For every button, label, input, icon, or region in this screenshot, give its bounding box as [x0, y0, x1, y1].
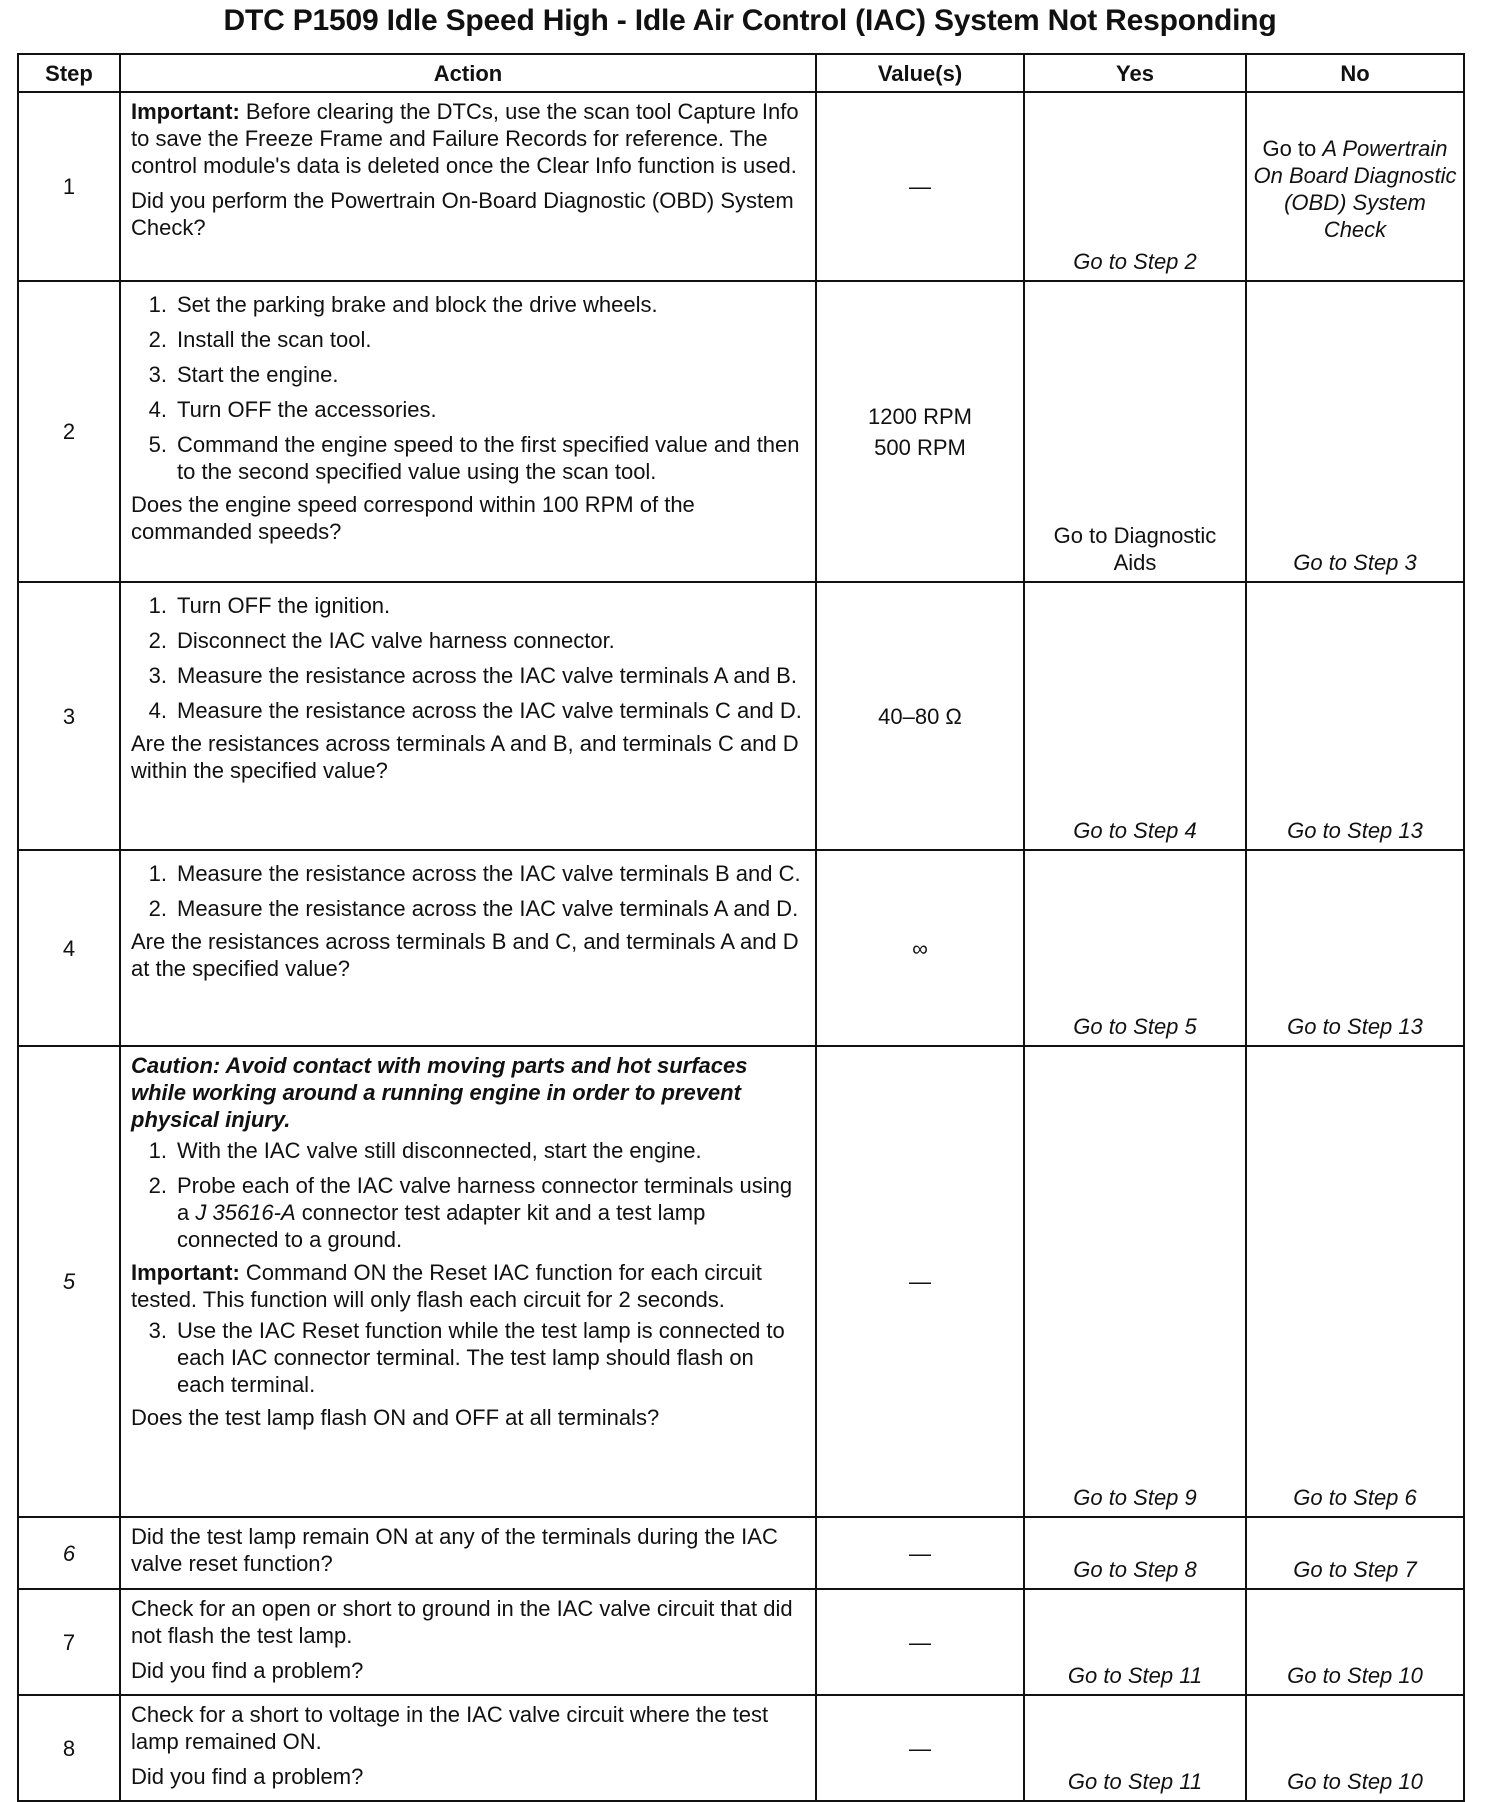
procedure-list: [131, 1137, 805, 1253]
diagnostic-table: [17, 53, 1465, 1802]
yes-cell[interactable]: Go to Diagnostic Aids: [1024, 281, 1246, 582]
list-item: 1. With the IAC valve still disconnected, start the engine.: [148, 1138, 702, 1163]
tool-reference: J 35616-A: [195, 1200, 296, 1225]
table-row-step-3: [18, 582, 1464, 850]
no-cell[interactable]: Go to Step 13: [1246, 582, 1464, 850]
procedure-list: [131, 291, 805, 485]
yes-cell[interactable]: Go to Step 9: [1024, 1046, 1246, 1517]
step-number: 4: [18, 850, 120, 1046]
action-cell: [120, 850, 816, 1046]
step-number: 5: [18, 1046, 120, 1517]
list-item: 3. Measure the resistance across the IAC valve terminals A and B.: [148, 663, 797, 688]
no-cell[interactable]: Go to Step 7: [1246, 1517, 1464, 1589]
table-header-row: [18, 54, 1464, 92]
list-item: 2. Measure the resistance across the IAC valve terminals A and D.: [148, 896, 799, 921]
value-cell: —: [816, 92, 1024, 281]
value-cell: 40–80 Ω: [816, 582, 1024, 850]
step-number: 3: [18, 582, 120, 850]
list-item: 1. Turn OFF the ignition.: [148, 593, 391, 618]
yes-cell[interactable]: Go to Step 5: [1024, 850, 1246, 1046]
action-cell: [120, 281, 816, 582]
no-cell[interactable]: Go to Step 3: [1246, 281, 1464, 582]
no-link-obd-check[interactable]: A Powertrain On Board Diagnostic (OBD) System Check: [1253, 135, 1457, 242]
list-item: 2. Disconnect the IAC valve harness connector.: [148, 628, 615, 653]
yes-cell[interactable]: Go to Step 8: [1024, 1517, 1246, 1589]
important-text: Command ON the Reset IAC function for each circuit tested. This function will only flash each circuit for 2 seconds.: [131, 1260, 762, 1312]
caution-note: Caution: Avoid contact with moving parts and hot surfaces while working around a running engine in order to prevent physical injury.: [131, 1053, 748, 1132]
instruction-text: Check for a short to voltage in the IAC valve circuit where the test lamp remained ON.: [131, 1702, 769, 1754]
header-no: No: [1246, 54, 1464, 92]
no-cell: [1246, 92, 1464, 281]
step-number: 8: [18, 1695, 120, 1801]
list-item: 2. Install the scan tool.: [148, 327, 372, 352]
list-item: 3. Start the engine.: [148, 362, 339, 387]
table-row-step-1: [18, 92, 1464, 281]
procedure-list: [131, 592, 805, 724]
value-cell: —: [816, 1046, 1024, 1517]
value-cell: —: [816, 1517, 1024, 1589]
no-cell[interactable]: Go to Step 10: [1246, 1589, 1464, 1695]
step-number: 2: [18, 281, 120, 582]
action-cell: [120, 1046, 816, 1517]
list-item: 4. Turn OFF the accessories.: [148, 397, 437, 422]
header-yes: Yes: [1024, 54, 1246, 92]
value-cell: ∞: [816, 850, 1024, 1046]
yes-cell: Go to Step 2: [1024, 92, 1246, 281]
header-action: Action: [120, 54, 816, 92]
list-item: 1. Set the parking brake and block the drive wheels.: [148, 292, 658, 317]
important-label: Important:: [131, 1260, 240, 1285]
table-row-step-4: [18, 850, 1464, 1046]
procedure-list: [131, 1317, 805, 1398]
value-line: 1200 RPM: [868, 403, 972, 429]
step-number: 7: [18, 1589, 120, 1695]
important-label: Important:: [131, 99, 240, 124]
question-text: Does the test lamp flash ON and OFF at all terminals?: [131, 1405, 660, 1430]
action-cell: [120, 1517, 816, 1589]
header-step: Step: [18, 54, 120, 92]
no-cell[interactable]: Go to Step 10: [1246, 1695, 1464, 1801]
step-number: 6: [18, 1517, 120, 1589]
instruction-text: Check for an open or short to ground in the IAC valve circuit that did not flash the test lamp.: [131, 1596, 793, 1648]
list-item: 1. Measure the resistance across the IAC valve terminals B and C.: [148, 861, 801, 886]
value-cell: [816, 281, 1024, 582]
step-number: 1: [18, 92, 120, 281]
question-text: Are the resistances across terminals A and B, and terminals C and D within the specified value?: [131, 731, 799, 783]
no-cell[interactable]: Go to Step 6: [1246, 1046, 1464, 1517]
yes-cell[interactable]: Go to Step 11: [1024, 1589, 1246, 1695]
action-cell: [120, 582, 816, 850]
list-item: 4. Measure the resistance across the IAC valve terminals C and D.: [148, 698, 802, 723]
header-value: Value(s): [816, 54, 1024, 92]
question-text: Did the test lamp remain ON at any of the terminals during the IAC valve reset function?: [131, 1524, 778, 1576]
list-item: 5. Command the engine speed to the first specified value and then to the second specified value using the scan tool.: [148, 432, 800, 484]
question-text: Did you find a problem?: [131, 1658, 364, 1683]
value-line: 500 RPM: [874, 434, 966, 460]
action-cell: [120, 1695, 816, 1801]
question-text: Did you find a problem?: [131, 1764, 364, 1789]
important-text: Before clearing the DTCs, use the scan tool Capture Info to save the Freeze Frame and Failure Records for reference. The control module's data is deleted once the Clear Info function is used.: [131, 99, 799, 178]
value-cell: —: [816, 1695, 1024, 1801]
procedure-list: [131, 860, 805, 922]
list-item: 2. Probe each of the IAC valve harness connector terminals using a J 35616-A connector test adapter kit and a test lamp connected to a ground.: [148, 1173, 793, 1252]
action-cell: [120, 92, 816, 281]
question-text: Does the engine speed correspond within 100 RPM of the commanded speeds?: [131, 492, 695, 544]
no-cell[interactable]: Go to Step 13: [1246, 850, 1464, 1046]
action-cell: [120, 1589, 816, 1695]
page-title: DTC P1509 Idle Speed High - Idle Air Control (IAC) System Not Responding: [223, 4, 1277, 37]
table-row-step-8: [18, 1695, 1464, 1801]
table-row-step-6: [18, 1517, 1464, 1589]
yes-cell[interactable]: Go to Step 4: [1024, 582, 1246, 850]
table-row-step-5: [18, 1046, 1464, 1517]
question-text: Did you perform the Powertrain On-Board Diagnostic (OBD) System Check?: [131, 188, 794, 240]
yes-cell[interactable]: Go to Step 11: [1024, 1695, 1246, 1801]
table-row-step-7: [18, 1589, 1464, 1695]
no-prefix: Go to: [1262, 135, 1323, 161]
important-note: [131, 98, 805, 179]
table-row-step-2: [18, 281, 1464, 582]
value-cell: —: [816, 1589, 1024, 1695]
important-note: [131, 1259, 805, 1313]
list-item: 3. Use the IAC Reset function while the test lamp is connected to each IAC connector terminal. The test lamp should flash on each terminal.: [148, 1318, 785, 1397]
question-text: Are the resistances across terminals B and C, and terminals A and D at the specified value?: [131, 929, 799, 981]
